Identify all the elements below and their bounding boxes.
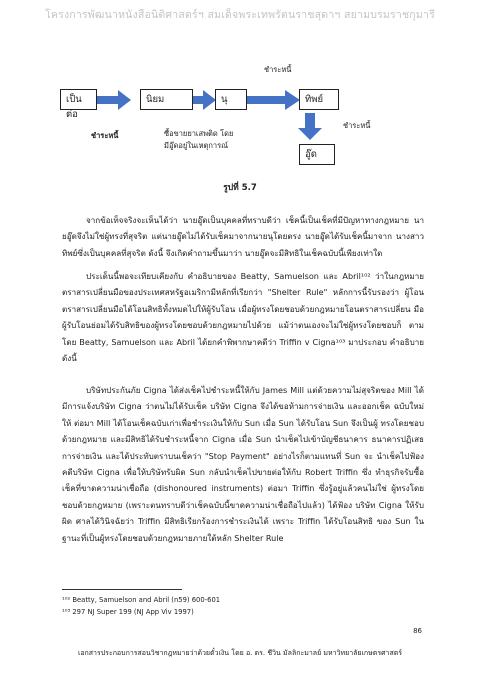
arrow-2 [193, 90, 216, 110]
page-footer: เอกสารประกอบการสอนวิชากฎหมายว่าด้วยตั๋วเงิน โดย อ. ดร. ชีวิน มัลลิกะมาลย์ มหาวิทยาลัยเกษตรศาสตร์ [77, 649, 403, 657]
footnote-103: ¹⁰³ 297 NJ Super 199 (NJ App Viv 1997) [62, 608, 194, 616]
arrow-3 [247, 90, 300, 110]
arrow-down [298, 113, 322, 140]
paragraph-2: ประเด็นนี้พอจะเทียบเคียงกับ คำอธิบายของ Beatty, Samuelson และ Abril¹⁰² ว่าในกฎหมาย ตราสารเปลี่ยนมือของประเทศสหรัฐอเมริกามีหลักที่เรียกว่า "Shelter Rule" หลักการนี้รับรองว่า ผู้โอน ตราสารเปลี่ยนมือได้โอนสิทธิทั้งหมดไปให้ผู้รับโอน เมื่อผู้ทรงโดยชอบด้วยกฎหมายโอนตราสารเปลี่ยน มือ ผู้รับโอนย่อมได้รับสิทธิของผู้ทรงโดยชอบด้วยกฎหมายไปด้วย แม้ว่าตนเองจะไม่ใช่ผู้ทรงโดยชอบก็ ตาม โดย Beatty, Samuelson และ Abril ได้ยกคำพิพากษาคดีว่า Triffin v Cigna¹⁰³ มาประกอบ คำอธิบายดังนี้ [62, 271, 424, 364]
label-note-line2: มีอู๊ดอยู่ในเหตุการณ์ [164, 141, 229, 150]
label-payment-left: ชำระหนี้ [91, 131, 119, 140]
box-nu: นุ [215, 89, 247, 110]
box-ood: อู๊ด [299, 144, 335, 165]
page-number: 86 [413, 627, 422, 635]
running-header: โครงการพัฒนาหนังสือนิติศาสตร์ฯ สมเด็จพระเทพรัตนราชสุดาฯ สยามบรมราชกุมารี [45, 9, 435, 21]
footnote-divider [62, 589, 182, 590]
paragraph-1: จากข้อเท็จจริงจะเห็นได้ว่า นายอู๊ดเป็นบุคคลที่ทราบดีว่า เช็คนี้เป็นเช็คที่มีปัญหาทางกฎหมาย นายอู๊ดจึงไม่ใช่ผู้ทรงที่สุจริต แต่นายอู๊ดไม่ได้รับเช็คมาจากนายนุโดยตรง นายอู๊ดได้รับเช็คนี้มาจาก นางสาวทิพย์ซึ่งเป็นบุคคลที่สุจริต ดังนี้ จึงเกิดคำถามขึ้นมาว่า นายอู๊ดจะมีสิทธิในเช็คฉบับนี้เพียงเท่าใด [62, 215, 424, 258]
figure-caption: รูปที่ 5.7 [223, 183, 257, 193]
box-tip: ทิพย์ [299, 89, 339, 110]
arrow-1 [97, 90, 131, 110]
label-payment-top: ชำระหนี้ [264, 65, 292, 74]
paragraph-3: บริษัทประกันภัย Cigna ได้ส่งเช็คไปชำระหนี้ให้กับ James Mill แต่ด้วยความไม่สุจริตของ Mill ได้มีการแจ้งบริษัท Cigna ว่าตนไม่ได้รับเช็ค บริษัท Cigna จึงได้ขอห้ามการจ่ายเงิน และออกเช็ค ฉบับใหม่ให้ ต่อมา Mill ได้โอนเช็คฉบับเก่าเพื่อชำระเงินให้กับ Sun เมื่อ Sun ได้รับโอน Sun จึงเป็นผู้ ทรงโดยชอบด้วยกฎหมาย และมีสิทธิได้รับชำระหนี้จาก Cigna เมื่อ Sun นำเช็คไปเข้าบัญชีธนาคาร ธนาคารปฏิเสธการจ่ายเงิน และได้ประทับตราบนเช็คว่า "Stop Payment" อย่างไรก็ตามแทนที่ Sun จะ นำเช็คไปฟ้องคดีบริษัท Cigna เพื่อให้บริษัทรับผิด Sun กลับนำเช็คไปขายต่อให้กับ Robert Triffin ซึ่ง ทำธุรกิจรับซื้อเช็คที่ขาดความน่าเชื่อถือ (dishonoured instruments) ต่อมา Triffin ซึ่งรู้อยู่แล้วคนไม่ใช่ ผู้ทรงโดยชอบด้วยกฎหมาย (เพราะตนทราบดีว่าเช็คฉบับนี้ขาดความน่าเชื่อถือไปแล้ว) ได้ฟ้อง บริษัท Cigna ให้รับผิด ศาลได้วินิจฉัยว่า Triffin มีสิทธิเรียกร้องการชำระเงินได้ เพราะ Triffin ได้รับโอนสิทธิ ของ Sun ในฐานะที่เป็นผู้ทรงโดยชอบด้วยกฎหมายภายใต้หลัก Shelter Rule [62, 385, 424, 543]
box-pen-tor: เป็นต่อ [60, 89, 97, 110]
label-note-line1: ซื้อขายยาเสพติด โดย [164, 129, 234, 138]
box-niyom: นิยม [140, 89, 193, 110]
footnote-102: ¹⁰² Beatty, Samuelson and Abril (n59) 600-601 [62, 596, 221, 604]
label-payment-right: ชำระหนี้ [343, 121, 371, 130]
